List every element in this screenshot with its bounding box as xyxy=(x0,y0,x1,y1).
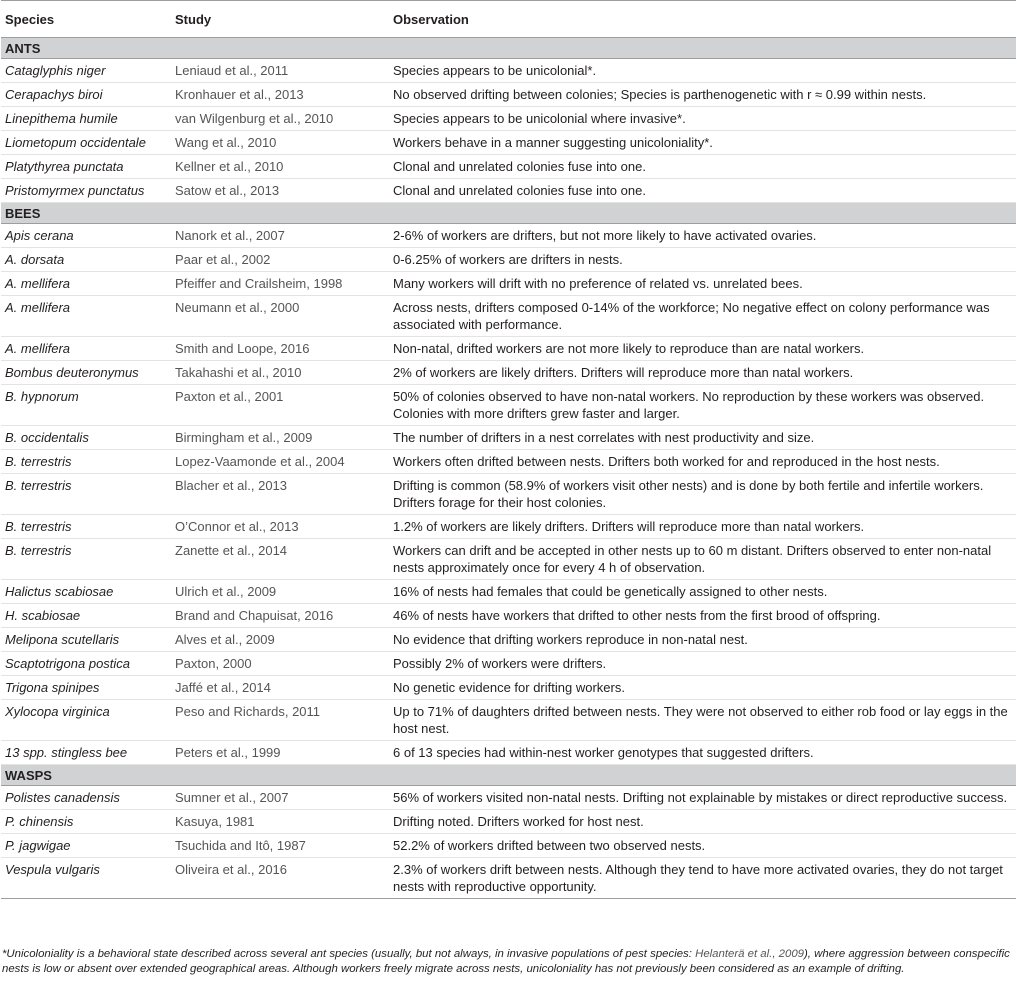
observation-cell: 56% of workers visited non-natal nests. Drifting not explainable by mistakes or direct reproductive success. xyxy=(389,786,1016,810)
header-study: Study xyxy=(171,1,389,38)
observation-cell: No genetic evidence for drifting workers. xyxy=(389,676,1016,700)
species-cell: P. chinensis xyxy=(1,810,171,834)
species-cell: Xylocopa virginica xyxy=(1,700,171,741)
species-cell: H. scabiosae xyxy=(1,604,171,628)
species-cell: A. dorsata xyxy=(1,248,171,272)
table-row xyxy=(1,834,1016,858)
table-row xyxy=(1,676,1016,700)
table-row xyxy=(1,474,1016,515)
observation-cell: 2% of workers are likely drifters. Drifters will reproduce more than natal workers. xyxy=(389,361,1016,385)
species-cell: P. jagwigae xyxy=(1,834,171,858)
species-cell: Bombus deuteronymus xyxy=(1,361,171,385)
observation-cell: Clonal and unrelated colonies fuse into one. xyxy=(389,179,1016,203)
study-cell[interactable]: Neumann et al., 2000 xyxy=(171,296,389,337)
section-row-ants xyxy=(1,38,1016,59)
section-row-bees xyxy=(1,203,1016,224)
species-cell: Cataglyphis niger xyxy=(1,59,171,83)
study-cell[interactable]: Ulrich et al., 2009 xyxy=(171,580,389,604)
species-cell: Cerapachys biroi xyxy=(1,83,171,107)
table-row xyxy=(1,59,1016,83)
table-row xyxy=(1,652,1016,676)
study-cell[interactable]: Lopez-Vaamonde et al., 2004 xyxy=(171,450,389,474)
species-cell: 13 spp. stingless bee xyxy=(1,741,171,765)
observation-cell: 1.2% of workers are likely drifters. Drifters will reproduce more than natal workers. xyxy=(389,515,1016,539)
study-cell[interactable]: Birmingham et al., 2009 xyxy=(171,426,389,450)
study-cell[interactable]: Kellner et al., 2010 xyxy=(171,155,389,179)
observation-cell: No evidence that drifting workers reproduce in non-natal nest. xyxy=(389,628,1016,652)
observation-cell: No observed drifting between colonies; Species is parthenogenetic with r ≈ 0.99 within nests. xyxy=(389,83,1016,107)
table-row xyxy=(1,515,1016,539)
observation-cell: Many workers will drift with no preference of related vs. unrelated bees. xyxy=(389,272,1016,296)
table-row xyxy=(1,248,1016,272)
study-cell[interactable]: Peso and Richards, 2011 xyxy=(171,700,389,741)
study-cell[interactable]: Takahashi et al., 2010 xyxy=(171,361,389,385)
observation-cell: Species appears to be unicolonial where invasive*. xyxy=(389,107,1016,131)
table-row xyxy=(1,741,1016,765)
study-cell[interactable]: Paxton et al., 2001 xyxy=(171,385,389,426)
table-row xyxy=(1,179,1016,203)
observation-cell: 0-6.25% of workers are drifters in nests. xyxy=(389,248,1016,272)
observation-cell: 2.3% of workers drift between nests. Although they tend to have more activated ovaries, they do not target nests with reproductive opportunity. xyxy=(389,858,1016,899)
species-cell: B. hypnorum xyxy=(1,385,171,426)
study-cell[interactable]: Peters et al., 1999 xyxy=(171,741,389,765)
study-cell[interactable]: Paar et al., 2002 xyxy=(171,248,389,272)
observation-cell: Workers often drifted between nests. Drifters both worked for and reproduced in the host nests. xyxy=(389,450,1016,474)
table-row xyxy=(1,810,1016,834)
header-observation: Observation xyxy=(389,1,1016,38)
table-row xyxy=(1,700,1016,741)
species-cell: B. terrestris xyxy=(1,539,171,580)
observation-cell: Non-natal, drifted workers are not more likely to reproduce than are natal workers. xyxy=(389,337,1016,361)
header-species: Species xyxy=(1,1,171,38)
observation-cell: Drifting noted. Drifters worked for host nest. xyxy=(389,810,1016,834)
species-cell: A. mellifera xyxy=(1,337,171,361)
table-row xyxy=(1,224,1016,248)
table-row xyxy=(1,786,1016,810)
observation-cell: 46% of nests have workers that drifted to other nests from the first brood of offspring. xyxy=(389,604,1016,628)
observation-cell: 16% of nests had females that could be genetically assigned to other nests. xyxy=(389,580,1016,604)
observation-cell: Up to 71% of daughters drifted between nests. They were not observed to either rob food or lay eggs in the host nest. xyxy=(389,700,1016,741)
table-row xyxy=(1,296,1016,337)
observation-cell: 2-6% of workers are drifters, but not more likely to have activated ovaries. xyxy=(389,224,1016,248)
observation-cell: Clonal and unrelated colonies fuse into one. xyxy=(389,155,1016,179)
table-row xyxy=(1,361,1016,385)
footnote xyxy=(2,947,1014,978)
footnote-citation-link[interactable]: Helanterä et al., 2009 xyxy=(695,948,805,960)
table-row xyxy=(1,272,1016,296)
study-cell[interactable]: Tsuchida and Itô, 1987 xyxy=(171,834,389,858)
study-cell[interactable]: O’Connor et al., 2013 xyxy=(171,515,389,539)
observation-cell: Drifting is common (58.9% of workers visit other nests) and is done by both fertile and infertile workers. Drifters forage for their host colonies. xyxy=(389,474,1016,515)
section-title: BEES xyxy=(1,203,1016,224)
study-cell[interactable]: Nanork et al., 2007 xyxy=(171,224,389,248)
species-cell: Platythyrea punctata xyxy=(1,155,171,179)
table-row xyxy=(1,83,1016,107)
table-row xyxy=(1,604,1016,628)
drifting-table xyxy=(1,0,1016,899)
study-cell[interactable]: Paxton, 2000 xyxy=(171,652,389,676)
table-row xyxy=(1,385,1016,426)
species-cell: A. mellifera xyxy=(1,272,171,296)
species-cell: Polistes canadensis xyxy=(1,786,171,810)
study-cell[interactable]: Zanette et al., 2014 xyxy=(171,539,389,580)
table-row xyxy=(1,131,1016,155)
table-row xyxy=(1,107,1016,131)
study-cell[interactable]: Wang et al., 2010 xyxy=(171,131,389,155)
study-cell[interactable]: Leniaud et al., 2011 xyxy=(171,59,389,83)
table-row xyxy=(1,580,1016,604)
table-row xyxy=(1,426,1016,450)
species-cell: Liometopum occidentale xyxy=(1,131,171,155)
species-cell: Linepithema humile xyxy=(1,107,171,131)
footnote-text-end: ), where aggression between conspecific nests is low or absent over extended geographical areas. Although workers freely migrate across nests, unicoloniality has not previously been considered as an example of drifting. xyxy=(2,948,1010,976)
species-cell: Trigona spinipes xyxy=(1,676,171,700)
table-row xyxy=(1,858,1016,899)
observation-cell: Possibly 2% of workers were drifters. xyxy=(389,652,1016,676)
study-cell[interactable]: Oliveira et al., 2016 xyxy=(171,858,389,899)
table-row xyxy=(1,155,1016,179)
observation-cell: Workers can drift and be accepted in other nests up to 60 m distant. Drifters observed to enter non-natal nests approximately once for every 4 h of observation. xyxy=(389,539,1016,580)
section-row-wasps xyxy=(1,765,1016,786)
section-title: ANTS xyxy=(1,38,1016,59)
section-title: WASPS xyxy=(1,765,1016,786)
species-cell: B. occidentalis xyxy=(1,426,171,450)
species-cell: Scaptotrigona postica xyxy=(1,652,171,676)
study-cell[interactable]: Kasuya, 1981 xyxy=(171,810,389,834)
observation-cell: 50% of colonies observed to have non-natal workers. No reproduction by these workers was observed. Colonies with more drifters grew faster and larger. xyxy=(389,385,1016,426)
study-cell[interactable]: Kronhauer et al., 2013 xyxy=(171,83,389,107)
species-cell: Pristomyrmex punctatus xyxy=(1,179,171,203)
table-row xyxy=(1,628,1016,652)
study-cell[interactable]: Pfeiffer and Crailsheim, 1998 xyxy=(171,272,389,296)
study-cell[interactable]: Brand and Chapuisat, 2016 xyxy=(171,604,389,628)
study-cell[interactable]: Alves et al., 2009 xyxy=(171,628,389,652)
table-header xyxy=(1,1,1016,38)
observation-cell: 6 of 13 species had within-nest worker genotypes that suggested drifters. xyxy=(389,741,1016,765)
table-body xyxy=(1,38,1016,899)
species-cell: Melipona scutellaris xyxy=(1,628,171,652)
footnote-text-start: *Unicoloniality is a behavioral state described across several ant species (usually, but not always, in invasive populations of pest species: xyxy=(2,948,696,960)
species-cell: Vespula vulgaris xyxy=(1,858,171,899)
study-cell[interactable]: Satow et al., 2013 xyxy=(171,179,389,203)
study-cell[interactable]: Sumner et al., 2007 xyxy=(171,786,389,810)
study-cell[interactable]: Blacher et al., 2013 xyxy=(171,474,389,515)
study-cell[interactable]: Jaffé et al., 2014 xyxy=(171,676,389,700)
observation-cell: 52.2% of workers drifted between two observed nests. xyxy=(389,834,1016,858)
species-cell: A. mellifera xyxy=(1,296,171,337)
observation-cell: Species appears to be unicolonial*. xyxy=(389,59,1016,83)
observation-cell: Workers behave in a manner suggesting unicoloniality*. xyxy=(389,131,1016,155)
observation-cell: The number of drifters in a nest correlates with nest productivity and size. xyxy=(389,426,1016,450)
species-cell: B. terrestris xyxy=(1,474,171,515)
species-cell: B. terrestris xyxy=(1,515,171,539)
table-row xyxy=(1,450,1016,474)
species-cell: B. terrestris xyxy=(1,450,171,474)
study-cell[interactable]: Smith and Loope, 2016 xyxy=(171,337,389,361)
table-row xyxy=(1,539,1016,580)
species-cell: Apis cerana xyxy=(1,224,171,248)
study-cell[interactable]: van Wilgenburg et al., 2010 xyxy=(171,107,389,131)
table-row xyxy=(1,337,1016,361)
observation-cell: Across nests, drifters composed 0-14% of the workforce; No negative effect on colony performance was associated with performance. xyxy=(389,296,1016,337)
species-cell: Halictus scabiosae xyxy=(1,580,171,604)
